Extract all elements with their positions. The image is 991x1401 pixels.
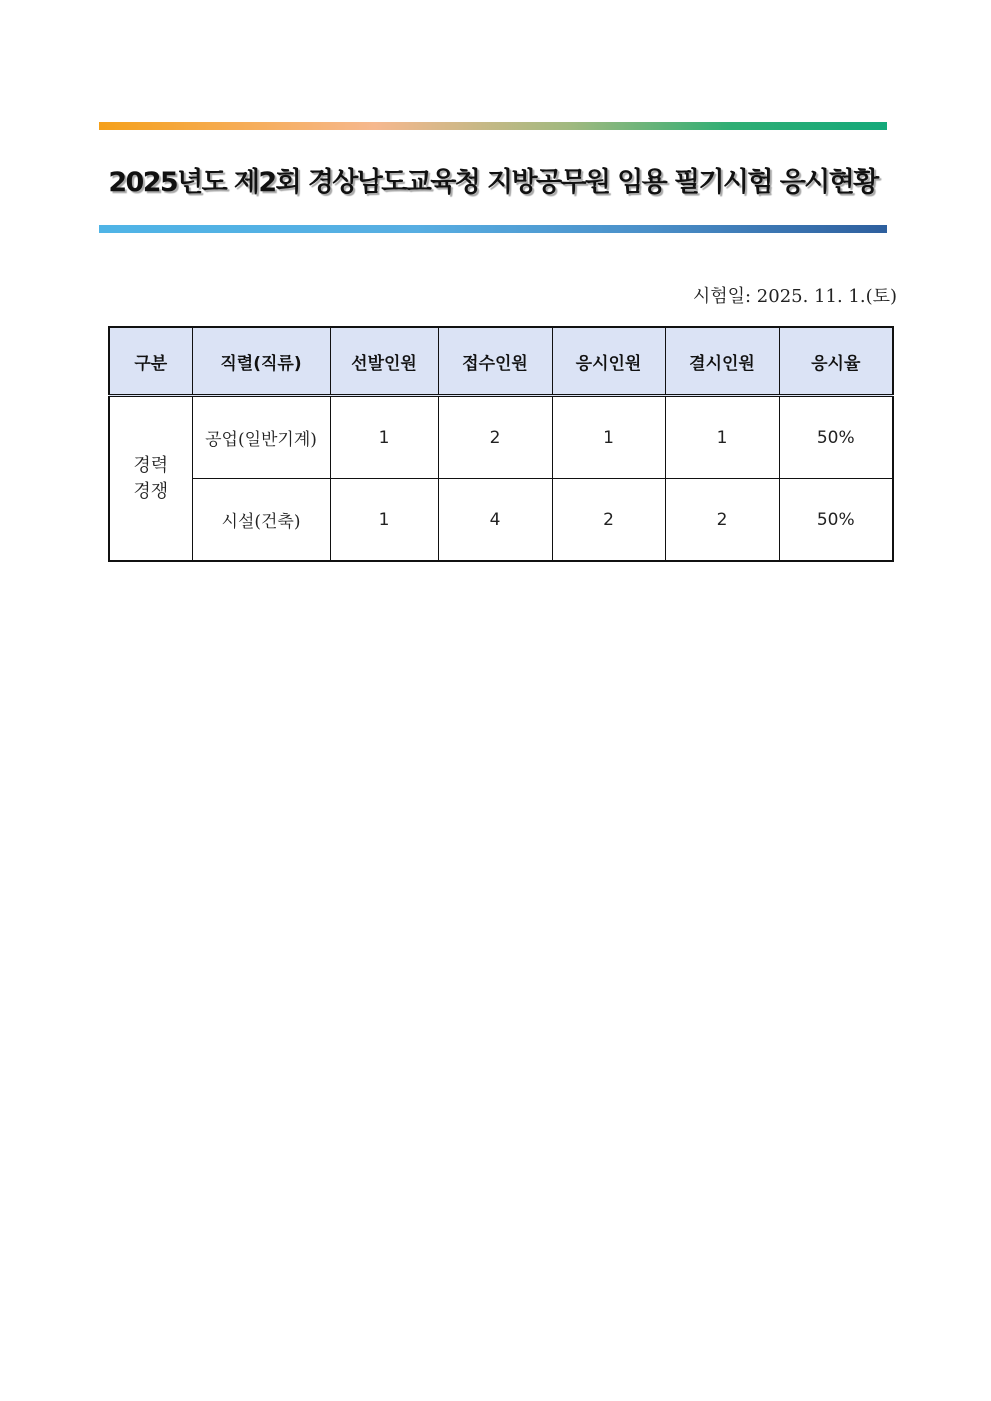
header-selected-count: 선발인원	[330, 327, 438, 396]
header-applied-count: 접수인원	[438, 327, 552, 396]
category-cell	[109, 396, 192, 562]
table-row	[109, 479, 893, 562]
document-title: 2025년도 제2회 경상남도교육청 지방공무원 임용 필기시험 응시현황	[108, 166, 878, 198]
attendance-rate-cell: 50%	[779, 479, 893, 562]
title-bottom-gradient-bar	[99, 225, 887, 233]
attended-count-cell: 1	[552, 396, 665, 479]
attended-count-cell: 2	[552, 479, 665, 562]
applied-count-cell: 4	[438, 479, 552, 562]
header-category: 구분	[109, 327, 192, 396]
exam-date: 시험일: 2025. 11. 1.(토)	[692, 286, 897, 307]
header-absent-count: 결시인원	[665, 327, 779, 396]
header-attendance-rate: 응시율	[779, 327, 893, 396]
applied-count-cell: 2	[438, 396, 552, 479]
absent-count-cell: 2	[665, 479, 779, 562]
table-header-row	[109, 327, 893, 396]
title-top-gradient-bar	[99, 122, 887, 130]
selected-count-cell: 1	[330, 396, 438, 479]
table-row	[109, 396, 893, 479]
category-line-1: 경력	[133, 454, 169, 476]
header-attended-count: 응시인원	[552, 327, 665, 396]
absent-count-cell: 1	[665, 396, 779, 479]
exam-status-table	[108, 326, 894, 562]
attendance-rate-cell: 50%	[779, 396, 893, 479]
job-series-cell: 공업(일반기계)	[192, 396, 330, 479]
category-line-2: 경쟁	[133, 480, 169, 502]
selected-count-cell: 1	[330, 479, 438, 562]
header-job-series: 직렬(직류)	[192, 327, 330, 396]
job-series-cell: 시설(건축)	[192, 479, 330, 562]
